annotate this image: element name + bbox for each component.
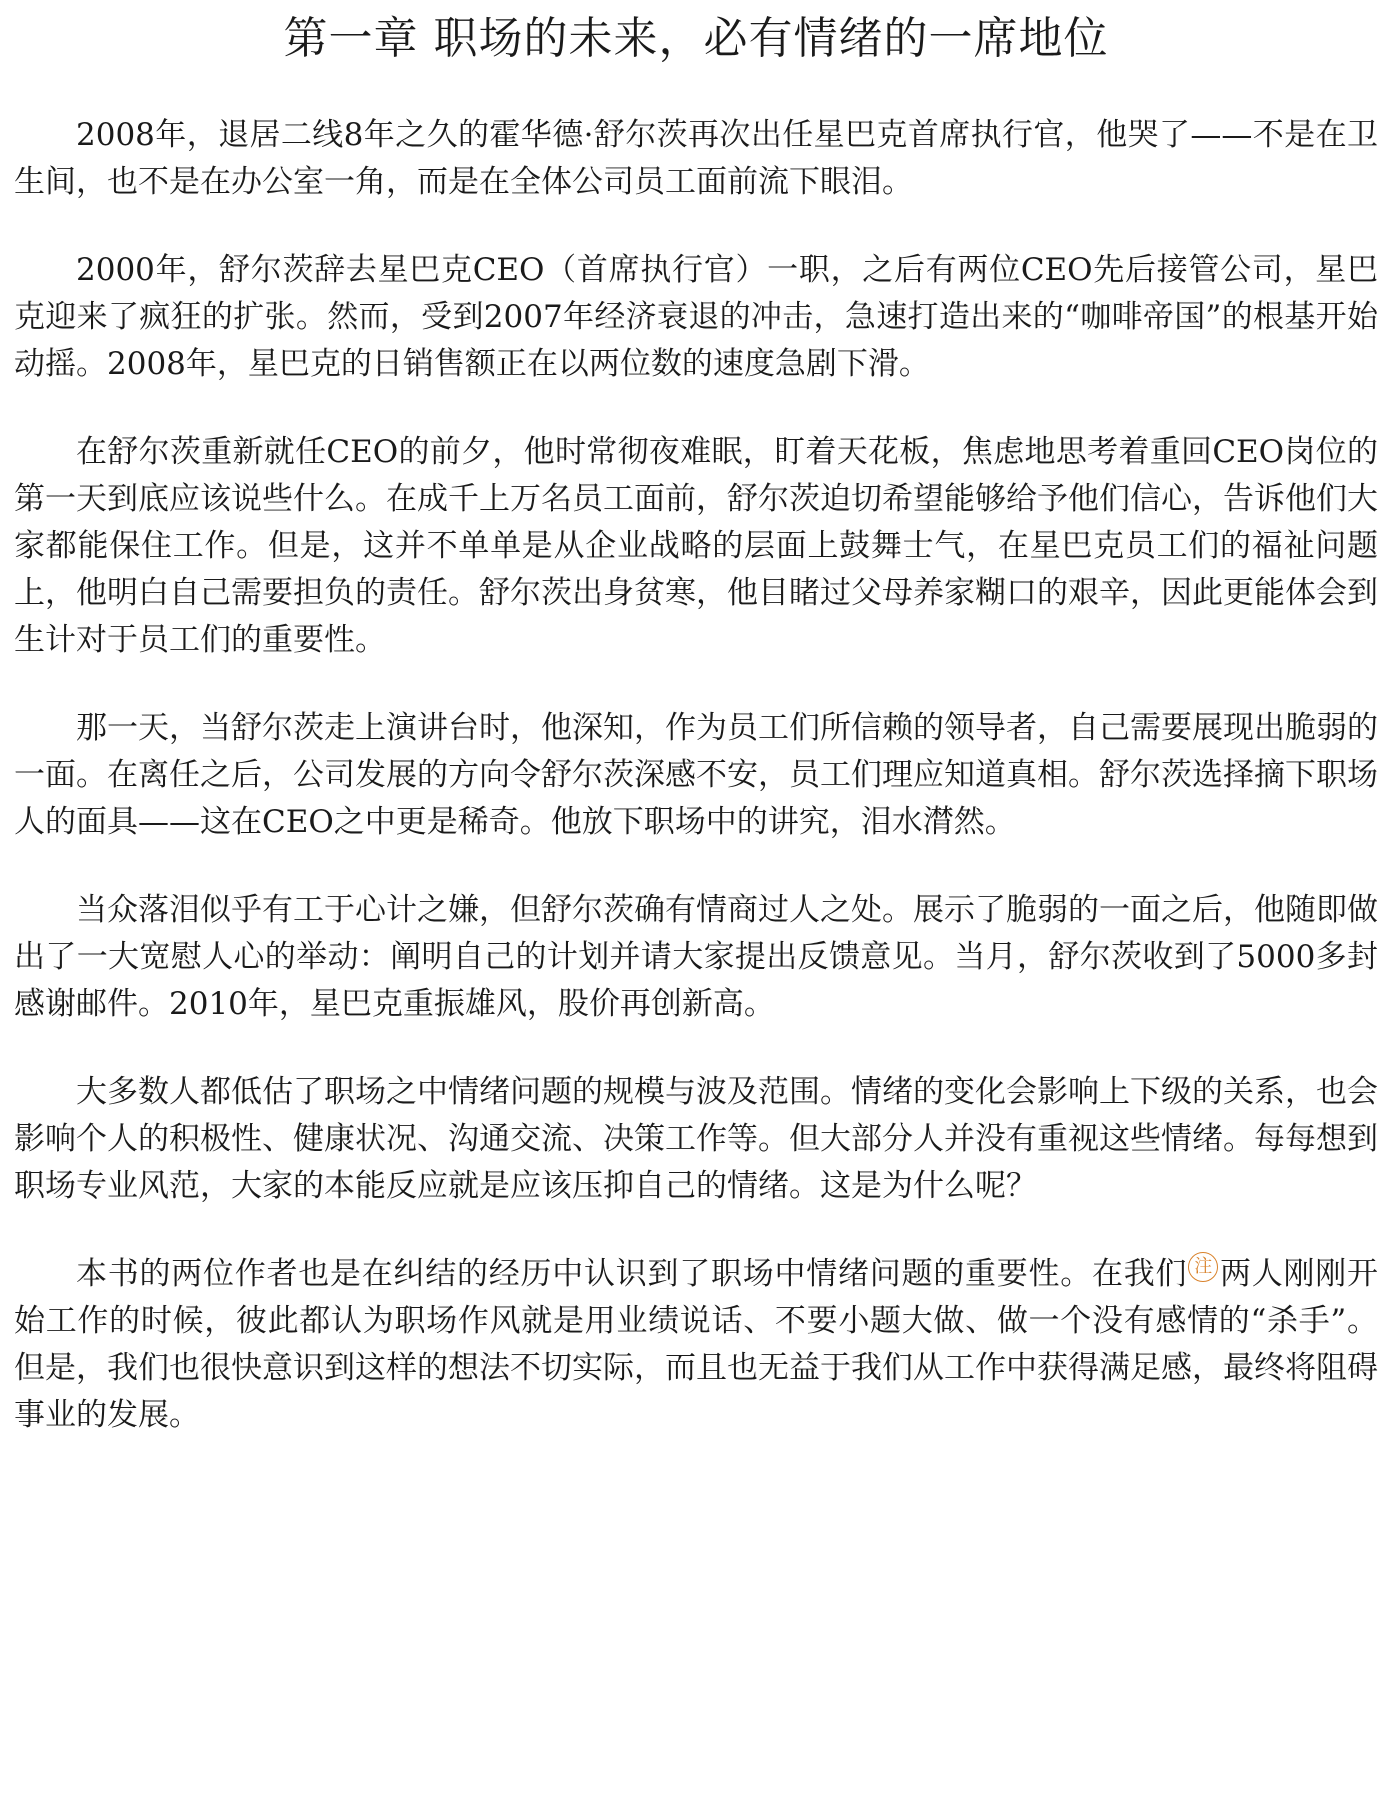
paragraph-4: 那一天，当舒尔茨走上演讲台时，他深知，作为员工们所信赖的领导者，自己需要展现出脆弱的一面。在离任之后，公司发展的方向令舒尔茨深感不安，员工们理应知道真相。舒尔茨选择摘下职场人的面具——这在CEO之中更是稀奇。他放下职场中的讲究，泪水潸然。 [14, 710, 1378, 840]
paragraph-7-text-before-note: 本书的两位作者也是在纠结的经历中认识到了职场中情绪问题的重要性。在我们 [76, 1256, 1188, 1292]
paragraph-7 [14, 1251, 1378, 1439]
paragraph-3: 在舒尔茨重新就任CEO的前夕，他时常彻夜难眠，盯着天花板，焦虑地思考着重回CEO岗位的第一天到底应该说些什么。在成千上万名员工面前，舒尔茨迫切希望能够给予他们信心，告诉他们大家都能保住工作。但是，这并不单单是从企业战略的层面上鼓舞士气，在星巴克员工们的福祉问题上，他明白自己需要担负的责任。舒尔茨出身贫寒，他目睹过父母养家糊口的艰辛，因此更能体会到生计对于员工们的重要性。 [14, 434, 1378, 658]
paragraph-6: 大多数人都低估了职场之中情绪问题的规模与波及范围。情绪的变化会影响上下级的关系，也会影响个人的积极性、健康状况、沟通交流、决策工作等。但大部分人并没有重视这些情绪。每每想到职场专业风范，大家的本能反应就是应该压抑自己的情绪。这是为什么呢？ [14, 1074, 1378, 1204]
paragraph-7-text-after-note: 两人刚刚开始工作的时候，彼此都认为职场作风就是用业绩说话、不要小题大做、做一个没有感情的“杀手”。但是，我们也很快意识到这样的想法不切实际，而且也无益于我们从工作中获得满足感，最终将阻碍事业的发展。 [14, 1256, 1378, 1433]
paragraph-5: 当众落泪似乎有工于心计之嫌，但舒尔茨确有情商过人之处。展示了脆弱的一面之后，他随即做出了一大宽慰人心的举动：阐明自己的计划并请大家提出反馈意见。当月，舒尔茨收到了5000多封感谢邮件。2010年，星巴克重振雄风，股价再创新高。 [14, 892, 1378, 1022]
document-page [14, 0, 1378, 1439]
paragraph-2: 2000年，舒尔茨辞去星巴克CEO（首席执行官）一职，之后有两位CEO先后接管公司，星巴克迎来了疯狂的扩张。然而，受到2007年经济衰退的冲击，急速打造出来的“咖啡帝国”的根基开始动摇。2008年，星巴克的日销售额正在以两位数的速度急剧下滑。 [14, 252, 1378, 382]
paragraph-1: 2008年，退居二线8年之久的霍华德·舒尔茨再次出任星巴克首席执行官，他哭了——不是在卫生间，也不是在办公室一角，而是在全体公司员工面前流下眼泪。 [14, 117, 1378, 200]
footnote-marker-icon[interactable]: 注 [1188, 1252, 1218, 1282]
chapter-title: 第一章 职场的未来，必有情绪的一席地位 [283, 13, 1109, 64]
